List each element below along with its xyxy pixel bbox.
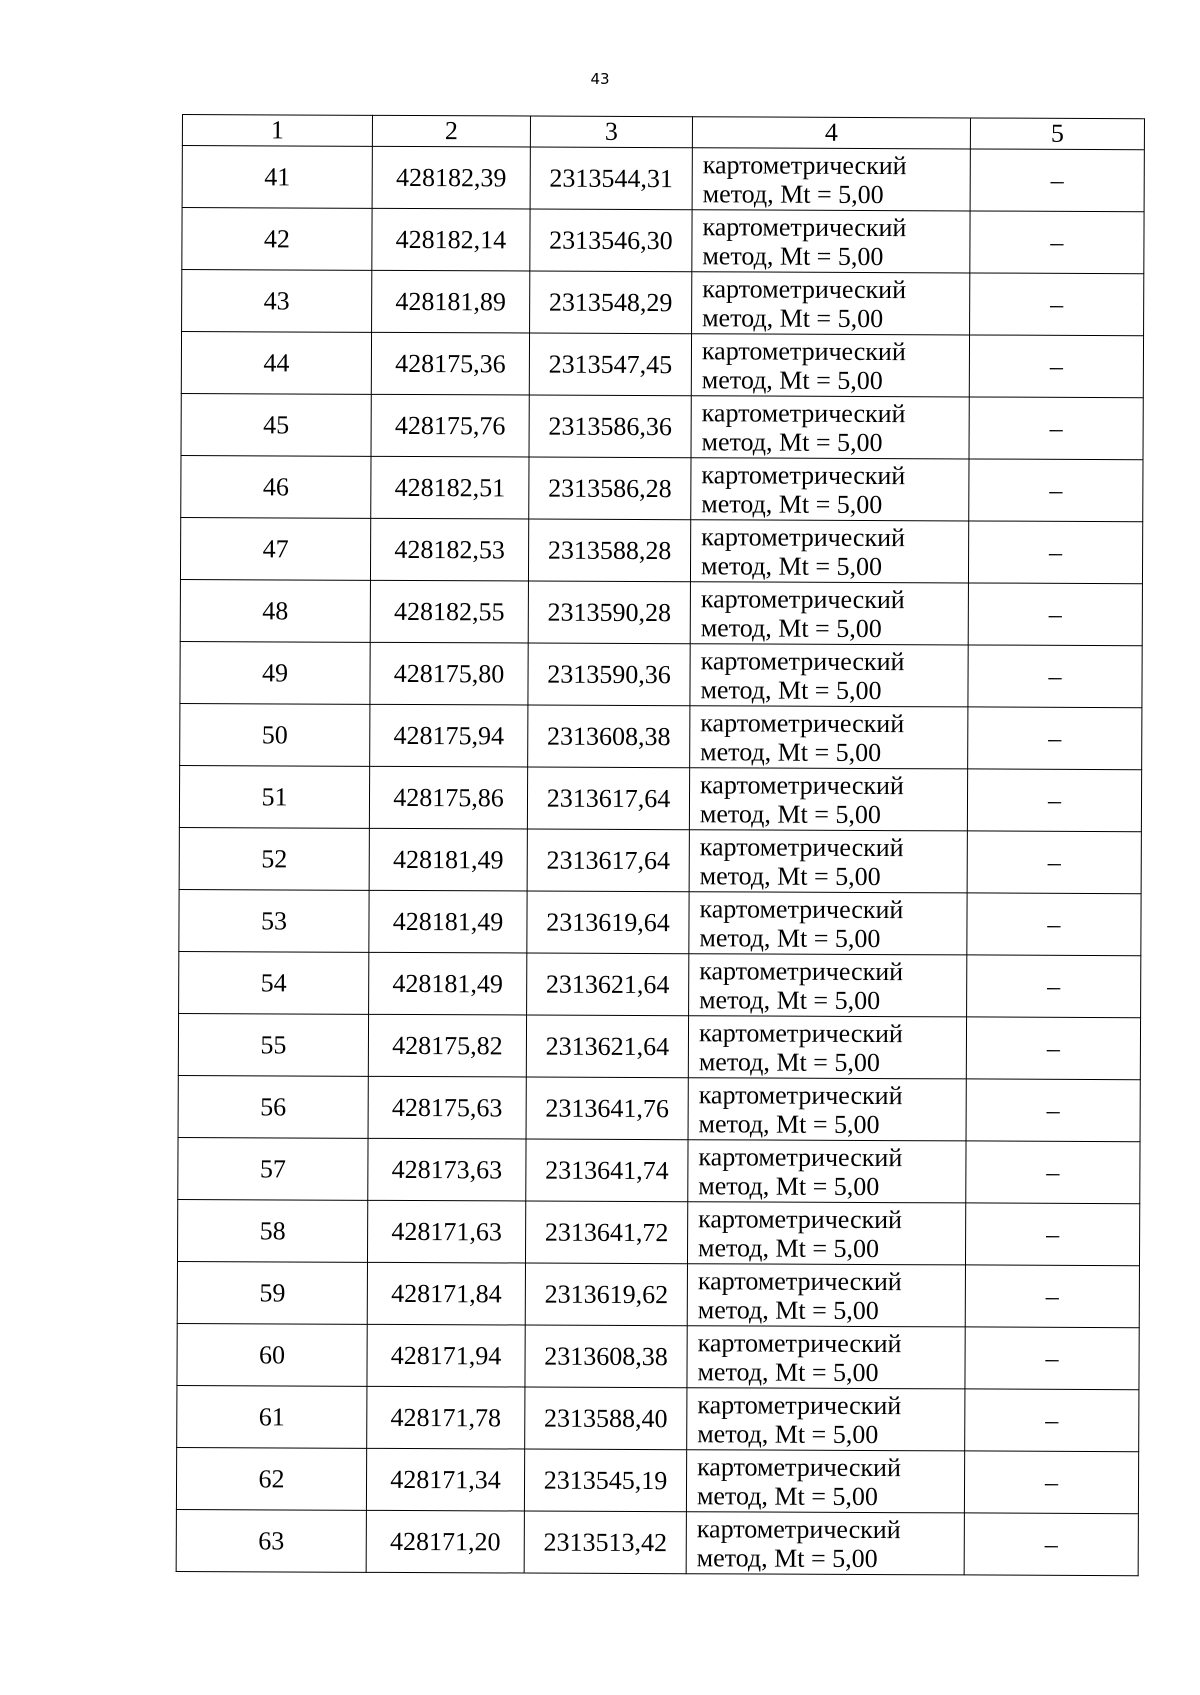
remark-cell: – — [966, 1017, 1140, 1080]
table-row — [180, 641, 1142, 707]
method-cell — [690, 644, 968, 707]
x-coordinate-cell: 428173,63 — [368, 1138, 526, 1201]
remark-cell: – — [969, 397, 1143, 460]
method-line-1: картометрический — [701, 459, 906, 490]
method-cell — [691, 458, 969, 521]
method-cell — [687, 1326, 965, 1389]
method-line-2: метод, Mt = 5,00 — [697, 1294, 879, 1325]
remark-cell: – — [970, 211, 1144, 274]
x-coordinate-cell: 428182,53 — [370, 518, 528, 581]
point-number-cell: 56 — [178, 1075, 368, 1138]
method-line-2: метод, Mt = 5,00 — [698, 1108, 880, 1139]
y-coordinate-cell: 2313621,64 — [527, 953, 689, 1016]
method-line-2: метод, Mt = 5,00 — [699, 922, 881, 953]
method-cell — [686, 1450, 964, 1513]
method-line-1: картометрический — [697, 1327, 902, 1358]
method-line-1: картометрический — [700, 707, 905, 738]
method-line-2: метод, Mt = 5,00 — [699, 860, 881, 891]
method-cell — [687, 1264, 965, 1327]
x-coordinate-cell: 428175,63 — [368, 1076, 526, 1139]
method-line-1: картометрический — [702, 273, 907, 304]
table-row — [178, 1075, 1140, 1141]
method-line-2: метод, Mt = 5,00 — [698, 1170, 880, 1201]
x-coordinate-cell: 428171,63 — [367, 1200, 525, 1263]
x-coordinate-cell: 428182,51 — [371, 456, 529, 519]
table-row — [177, 1323, 1139, 1389]
method-line-2: метод, Mt = 5,00 — [701, 364, 883, 395]
remark-cell: – — [965, 1327, 1139, 1390]
table-row — [177, 1199, 1139, 1265]
y-coordinate-cell: 2313547,45 — [529, 333, 691, 396]
x-coordinate-cell: 428181,49 — [369, 828, 527, 891]
remark-cell: – — [966, 1141, 1140, 1204]
y-coordinate-cell: 2313608,38 — [525, 1325, 687, 1388]
x-coordinate-cell: 428175,94 — [370, 704, 528, 767]
table-row — [179, 827, 1141, 893]
y-coordinate-cell: 2313608,38 — [528, 705, 690, 768]
method-line-1: картометрический — [700, 583, 905, 614]
remark-cell: – — [964, 1513, 1138, 1576]
y-coordinate-cell: 2313617,64 — [527, 767, 689, 830]
x-coordinate-cell: 428175,82 — [368, 1014, 526, 1077]
x-coordinate-cell: 428182,55 — [370, 580, 528, 643]
table-row — [178, 1013, 1140, 1079]
method-line-1: картометрический — [701, 335, 906, 366]
y-coordinate-cell: 2313588,28 — [528, 519, 690, 582]
method-line-1: картометрический — [699, 831, 904, 862]
y-coordinate-cell: 2313586,28 — [529, 457, 691, 520]
method-line-2: метод, Mt = 5,00 — [702, 240, 884, 271]
y-coordinate-cell: 2313586,36 — [529, 395, 691, 458]
method-cell — [691, 396, 969, 459]
method-line-2: метод, Mt = 5,00 — [699, 984, 881, 1015]
y-coordinate-cell: 2313619,64 — [527, 891, 689, 954]
method-cell — [687, 1202, 965, 1265]
table-row — [182, 146, 1144, 212]
method-line-1: картометрический — [697, 1389, 902, 1420]
method-line-1: картометрический — [699, 955, 904, 986]
method-cell — [689, 954, 967, 1017]
method-line-1: картометрический — [702, 149, 907, 180]
method-line-2: метод, Mt = 5,00 — [697, 1232, 880, 1263]
x-coordinate-cell: 428171,78 — [367, 1386, 525, 1449]
method-line-2: метод, Mt = 5,00 — [702, 178, 884, 209]
page-number: 43 — [590, 70, 610, 88]
x-coordinate-cell: 428181,49 — [369, 890, 527, 953]
y-coordinate-cell: 2313544,31 — [530, 147, 692, 210]
method-line-1: картометрический — [700, 769, 904, 800]
x-coordinate-cell: 428182,39 — [372, 146, 530, 209]
table-header-row — [182, 115, 1144, 150]
y-coordinate-cell: 2313641,74 — [526, 1139, 688, 1202]
point-number-cell: 63 — [176, 1509, 366, 1572]
point-number-cell: 44 — [181, 332, 371, 395]
table-row — [176, 1509, 1138, 1575]
x-coordinate-cell: 428181,49 — [369, 952, 527, 1015]
method-line-2: метод, Mt = 5,00 — [701, 488, 883, 519]
method-line-1: картометрический — [701, 521, 906, 552]
x-coordinate-cell: 428175,86 — [369, 766, 527, 829]
x-coordinate-cell: 428182,14 — [372, 208, 530, 271]
method-line-2: метод, Mt = 5,00 — [700, 612, 882, 643]
point-number-cell: 50 — [180, 703, 370, 766]
point-number-cell: 58 — [177, 1199, 367, 1262]
remark-cell: – — [967, 893, 1141, 956]
table-row — [180, 517, 1142, 583]
table-row — [178, 1137, 1140, 1203]
remark-cell: – — [968, 645, 1142, 708]
method-line-1: картометрический — [702, 211, 907, 242]
point-number-cell: 53 — [179, 889, 369, 952]
method-line-2: метод, Mt = 5,00 — [696, 1542, 878, 1573]
x-coordinate-cell: 428171,34 — [366, 1448, 524, 1511]
y-coordinate-cell: 2313590,36 — [528, 643, 690, 706]
method-line-1: картометрический — [698, 1203, 903, 1234]
point-number-cell: 61 — [177, 1385, 367, 1448]
y-coordinate-cell: 2313641,72 — [525, 1201, 687, 1264]
method-line-2: метод, Mt = 5,00 — [697, 1418, 879, 1449]
remark-cell: – — [968, 583, 1142, 646]
method-line-1: картометрический — [698, 1141, 903, 1172]
method-cell — [690, 582, 968, 645]
point-number-cell: 57 — [178, 1137, 368, 1200]
point-number-cell: 45 — [181, 393, 371, 456]
point-number-cell: 54 — [179, 951, 369, 1014]
point-number-cell: 42 — [182, 208, 372, 271]
method-line-1: картометрический — [698, 1017, 903, 1048]
method-cell — [692, 272, 970, 335]
remark-cell: – — [968, 521, 1142, 584]
method-cell — [689, 830, 967, 893]
table-row — [180, 703, 1142, 769]
table-row — [182, 208, 1144, 274]
method-cell — [688, 1078, 966, 1141]
point-number-cell: 49 — [180, 641, 370, 704]
coordinates-table — [176, 114, 1145, 1576]
method-line-1: картометрический — [700, 645, 905, 676]
y-coordinate-cell: 2313641,76 — [526, 1077, 688, 1140]
table-row — [177, 1261, 1139, 1327]
y-coordinate-cell: 2313548,29 — [530, 271, 692, 334]
y-coordinate-cell: 2313588,40 — [525, 1387, 687, 1450]
method-line-1: картометрический — [698, 1079, 903, 1110]
x-coordinate-cell: 428171,84 — [367, 1262, 525, 1325]
remark-cell: – — [967, 831, 1141, 894]
method-cell — [691, 334, 969, 397]
header-cell: 4 — [692, 117, 970, 149]
point-number-cell: 43 — [182, 270, 372, 333]
table-row — [176, 1447, 1138, 1513]
remark-cell: – — [969, 459, 1143, 522]
table-row — [181, 455, 1143, 521]
method-cell — [688, 1016, 966, 1079]
point-number-cell: 60 — [177, 1323, 367, 1386]
x-coordinate-cell: 428175,76 — [371, 394, 529, 457]
method-cell — [686, 1512, 964, 1575]
table-row — [179, 765, 1141, 831]
table-row — [179, 951, 1141, 1017]
y-coordinate-cell: 2313619,62 — [525, 1263, 687, 1326]
point-number-cell: 52 — [179, 827, 369, 890]
table-row — [181, 332, 1143, 398]
y-coordinate-cell: 2313513,42 — [524, 1511, 686, 1574]
remark-cell: – — [965, 1389, 1139, 1452]
point-number-cell: 46 — [181, 455, 371, 518]
method-cell — [687, 1388, 965, 1451]
method-line-2: метод, Mt = 5,00 — [698, 1046, 880, 1077]
remark-cell: – — [967, 769, 1141, 832]
y-coordinate-cell: 2313617,64 — [527, 829, 689, 892]
method-cell — [690, 520, 968, 583]
x-coordinate-cell: 428175,36 — [371, 332, 529, 395]
remark-cell: – — [966, 1079, 1140, 1142]
remark-cell: – — [965, 1265, 1139, 1328]
point-number-cell: 59 — [177, 1261, 367, 1324]
y-coordinate-cell: 2313590,28 — [528, 581, 690, 644]
x-coordinate-cell: 428171,94 — [367, 1324, 525, 1387]
method-line-2: метод, Mt = 5,00 — [697, 1356, 879, 1387]
x-coordinate-cell: 428175,80 — [370, 642, 528, 705]
y-coordinate-cell: 2313545,19 — [524, 1449, 686, 1512]
method-cell — [688, 1140, 966, 1203]
method-cell — [692, 210, 970, 273]
table-row — [182, 270, 1144, 336]
table-body — [176, 115, 1144, 1576]
point-number-cell: 41 — [182, 146, 372, 209]
header-cell: 5 — [970, 118, 1144, 150]
method-line-1: картометрический — [696, 1513, 901, 1544]
remark-cell: – — [970, 273, 1144, 336]
table-row — [181, 393, 1143, 459]
method-line-2: метод, Mt = 5,00 — [702, 302, 884, 333]
point-number-cell: 47 — [180, 517, 370, 580]
y-coordinate-cell: 2313546,30 — [530, 209, 692, 272]
table-row — [179, 889, 1141, 955]
method-cell — [692, 148, 970, 211]
x-coordinate-cell: 428171,20 — [366, 1510, 524, 1573]
method-line-2: метод, Mt = 5,00 — [699, 798, 882, 829]
point-number-cell: 62 — [176, 1447, 366, 1510]
method-line-1: картометрический — [699, 893, 904, 924]
method-line-2: метод, Mt = 5,00 — [700, 674, 882, 705]
method-line-1: картометрический — [701, 397, 906, 428]
remark-cell: – — [970, 149, 1144, 212]
header-cell: 2 — [372, 115, 530, 147]
point-number-cell: 48 — [180, 579, 370, 642]
remark-cell: – — [964, 1451, 1138, 1514]
method-cell — [689, 768, 967, 831]
table-row — [180, 579, 1142, 645]
remark-cell: – — [967, 955, 1141, 1018]
method-line-2: метод, Mt = 5,00 — [700, 736, 882, 767]
y-coordinate-cell: 2313621,64 — [526, 1015, 688, 1078]
point-number-cell: 55 — [178, 1013, 368, 1076]
x-coordinate-cell: 428181,89 — [372, 270, 530, 333]
method-line-1: картометрический — [697, 1265, 902, 1296]
remark-cell: – — [965, 1203, 1139, 1266]
remark-cell: – — [969, 335, 1143, 398]
point-number-cell: 51 — [179, 765, 369, 828]
remark-cell: – — [968, 707, 1142, 770]
method-cell — [690, 706, 968, 769]
method-line-2: метод, Mt = 5,00 — [701, 426, 883, 457]
header-cell: 3 — [530, 116, 692, 148]
method-line-1: картометрический — [697, 1451, 901, 1482]
method-cell — [689, 892, 967, 955]
method-line-2: метод, Mt = 5,00 — [700, 550, 883, 581]
header-cell: 1 — [182, 115, 372, 147]
method-line-2: метод, Mt = 5,00 — [696, 1480, 879, 1511]
table-row — [177, 1385, 1139, 1451]
